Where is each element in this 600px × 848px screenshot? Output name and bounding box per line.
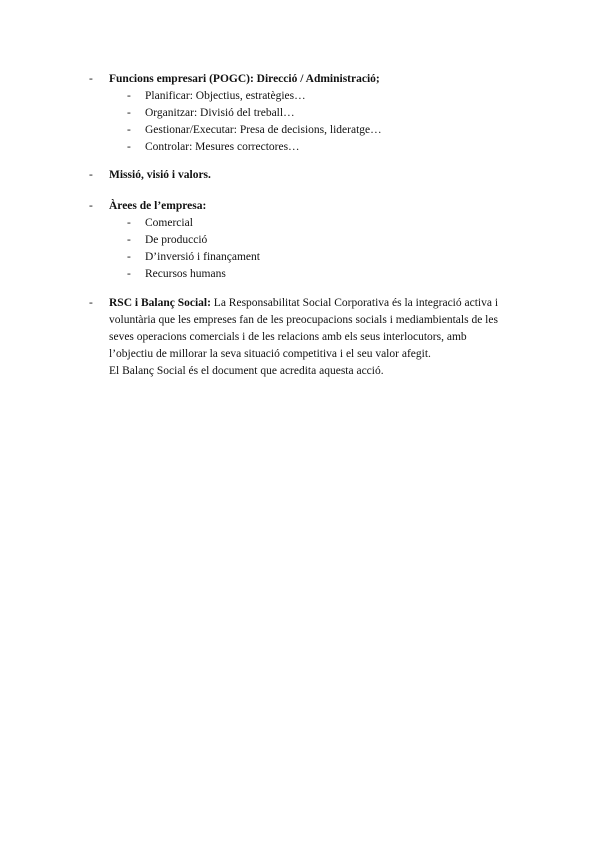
list-item (0, 122, 600, 139)
bullet-dash: - (89, 200, 93, 212)
sub-bullet-dash: - (127, 251, 131, 263)
list-item (0, 88, 600, 105)
list-item-text: Gestionar/Executar: Presa de decisions, lideratge… (145, 124, 382, 136)
sub-bullet-dash: - (127, 124, 131, 136)
section-heading-row (0, 71, 600, 88)
sub-bullet-dash: - (127, 268, 131, 280)
sub-bullet-dash: - (127, 234, 131, 246)
section-heading-row (0, 198, 600, 215)
section-heading-row (0, 167, 600, 184)
paragraph-line: El Balanç Social és el document que acredita aquesta acció. (109, 365, 384, 377)
list-item (0, 215, 600, 232)
list-item-text: D’inversió i finançament (145, 251, 260, 263)
section-functions (0, 71, 600, 156)
section-heading: Missió, visió i valors. (109, 169, 211, 181)
bullet-dash: - (89, 297, 93, 309)
paragraph-text: La Responsabilitat Social Corporativa és la integració activa i (210, 297, 499, 309)
paragraph-line: voluntària que les empreses fan de les preocupacions socials i mediambientals de les (109, 314, 498, 326)
list-item (0, 232, 600, 249)
sub-bullet-dash: - (127, 217, 131, 229)
paragraph-line: l’objectiu de millorar la seva situació competitiva i el seu valor afegit. (109, 348, 431, 360)
list-item (0, 249, 600, 266)
sub-bullet-dash: - (127, 141, 131, 153)
section-mission (0, 167, 600, 184)
list-item-text: Organitzar: Divisió del treball… (145, 107, 295, 119)
section-heading: Àrees de l’empresa: (109, 200, 207, 212)
sub-bullet-dash: - (127, 107, 131, 119)
list-item (0, 139, 600, 156)
section-rsc (0, 295, 600, 377)
list-item-text: Controlar: Mesures correctores… (145, 141, 300, 153)
bullet-dash: - (89, 169, 93, 181)
section-heading: RSC i Balanç Social: (109, 297, 211, 309)
paragraph-line (109, 295, 529, 312)
section-heading: Funcions empresari (POGC): Direcció / Administració; (109, 73, 380, 85)
bullet-dash: - (89, 73, 93, 85)
section-areas (0, 198, 600, 283)
list-item (0, 266, 600, 283)
sub-bullet-dash: - (127, 90, 131, 102)
rsc-paragraph (109, 295, 529, 380)
paragraph-line: seves operacions comercials i de les relacions amb els seus interlocutors, amb (109, 331, 467, 343)
list-item-text: Recursos humans (145, 268, 226, 280)
list-item-text: De producció (145, 234, 208, 246)
list-item-text: Planificar: Objectius, estratègies… (145, 90, 306, 102)
list-item (0, 105, 600, 122)
list-item-text: Comercial (145, 217, 193, 229)
